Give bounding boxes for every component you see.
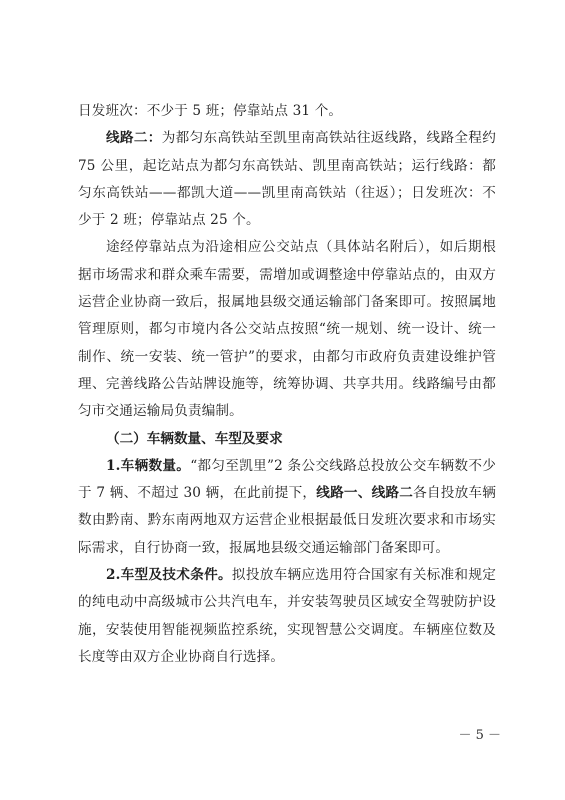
paragraph-route1-schedule [78,98,496,125]
paragraph-vehicle-type [78,562,496,671]
stops-text: 途经停靠站点为沿途相应公交站点（具体站名附后），如后期根据市场需求和群众乘车需要，需增加或调整途中停靠站点的，由双方运营企业协商一致后，报属地县级交通运输部门备案即可。按照属地管理原则，都匀市境内各公交站点按照“统一规划、统一设计、统一制作、统一安装、统一管护”的要求，由都匀市政府负责建设维护管理、完善线路公告站牌设施等，统筹协调、共享共用。线路编号由都匀市交通运输局负责编制。 [78,239,496,420]
paragraph-vehicle-count [78,453,496,562]
section-heading-vehicles [78,426,496,453]
paragraph-stops [78,234,496,425]
route2-label: 线路二： [106,130,162,147]
vehicle-type-text: 拟投放车辆应选用符合国家有关标准和规定的纯电动中高级城市公共汽电车，并安装驾驶员区域安全驾驶防护设施，安装使用智能视频监控系统，实现智慧公交调度。车辆座位数及长度等由双方企业协商自行选择。 [78,567,496,665]
page-number: － 5 － [458,728,501,743]
vehicle-count-label: 1.车辆数量。 [106,457,191,474]
route1-schedule-text: 日发班次：不少于 5 班；停靠站点 31 个。 [78,103,343,119]
paragraph-route2 [78,125,496,234]
vehicle-count-routes: 线路一、线路二 [316,485,414,502]
document-body [78,98,496,671]
vehicle-count-text-b: 各自投放车辆数由黔南、黔东南两地双方运营企业根据最低日发班次要求和市场实际需求，自行协商一致，报属地县级交通运输部门备案即可。 [78,485,496,556]
section-heading-text: （二）车辆数量、车型及要求 [106,430,283,447]
vehicle-count-text-a: “都匀至凯里”2 条公交线路总投放公交车辆数不少于 7 辆、不超过 30 辆，在此前提下， [78,457,496,502]
vehicle-type-label: 2.车型及技术条件。 [106,567,232,584]
route2-text: 为都匀东高铁站至凯里南高铁站往返线路，线路全程约 75 公里，起讫站点为都匀东高铁站、凯里南高铁站；运行线路：都匀东高铁站——都凯大道——凯里南高铁站（往返）；日发班次：不少于 2 班；停靠站点 25 个。 [78,130,496,229]
